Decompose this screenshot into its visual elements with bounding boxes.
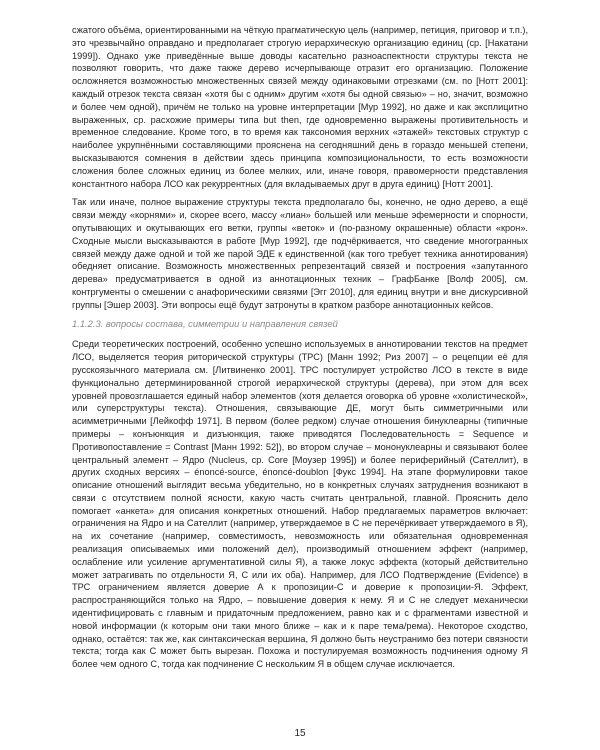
section-heading: 1.1.2.3. вопросы состава, симметрии и направления связей (72, 317, 338, 329)
paragraph-2: Так или иначе, полное выражение структуры текста предполагало бы, конечно, не одно дерево, а ещё связи между «корнями» и, скорее всего, массу «лиан» большей или меньше эфемерности и спорности, опутывающих и окутывающих его ветки, группы «веток» и (по-разному окрашенные) области «крон». Сходные мысли высказываются в работе [Мур 1992], где подчёркивается, что сведение многогранных связей между даже одной и той же парой ЭДЕ к единственной (как того требует техника аннотирования) обедняет описание. Возможность множественных репрезентаций связей и построения «запутанного дерева» предусматривается в одной из аннотационных техник – ГрафБанке [Волф 2005], см. контргументы о смешении с анафорическими связями [Эгг 2010], для единиц внутри и вне дискурсивной группы [Эшер 2003]. Эти вопросы ещё будут затронуты в кратком разборе аннотационных кейсов. (72, 197, 528, 310)
page-body (72, 24, 528, 677)
page-number: 15 (294, 728, 306, 739)
paragraph-1: сжатого объёма, ориентированными на чёткую прагматическую цель (например, петиция, приговор и т.п.), это чрезвычайно оправдано и предполагает строгую иерархическую организацию единиц (ср. [Накатани 1999]). Однако уже приведённые выше доводы касательно разноаспектности структуры текста не позволяют говорить, что даже также дерево исчерпывающе отразит его организацию. Положение осложняется возможностью множественных связей между одинаковыми отрезками (см. по [Нотт 2001]: каждый отрезок текста связан «хотя бы с одним» другим «хотя бы одной связью» – но, значит, возможно и более чем одной), причём не только на уровне интерпретации [Мур 1992], но даже и как эксплицитно выраженных, ср. расхожие примеры типа but then, где одновременно выражены противительность и временное следование. Кроме того, в то время как таксономия верхних «этажей» текстовых структур с наиболее укрупнёнными составляющими прояснена на сегодняшний день в гораздо меньшей степени, высказываются сомнения в действии здесь принципа композициональности, то есть возможности сложения более сложных единиц из более мелких, или, иначе говоря, правомерности представления константного набора ЛСО как рекуррентных (для вкладываемых друг в друга единиц) [Нотт 2001]. (72, 25, 528, 189)
paragraph-3: Среди теоретических построений, особенно успешно используемых в аннотировании текстов на предмет ЛСО, выделяется теория риторической структуры (ТРС) [Манн 1992; Риз 2007] – о рецепции её для русскоязычного материала см. [Литвиненко 2001]. ТРС постулирует устройство ЛСО в тексте в виде функционально детерминированной строгой иерархической структуры (дерева), при этом для всех уровней провозглашается единый набор элементов (хотя делается оговорка об уровне «холистической», или суперструктуры текста). Отношения, связывающие ДЕ, могут быть симметричными или асимметричными [Лейкофф 1971]. В первом (более редком) случае отношения бинуклеарны (типичные примеры – конъюнкция и дизъюнкция, также приводятся Последовательность = Sequence и Противопоставление = Contrast [Манн 1992: 52]), во втором случае – мононуклеарны и связывают более центральный элемент – Ядро (Nucleus, ср. Core [Моузер 1995]) и более периферийный (Сателлит), в других сходных версиях – énoncé-source, énoncé-doublon [Фукс 1994]. На этапе формулировки такое описание отношений выглядит весьма убедительно, но в конкретных случаях затруднения возникают в связи с отсутствием полной ясности, какую часть считать центральной, главной. Прояснить дело помогает «анкета» для описания конкретных отношений. Набор предлагаемых параметров включает: ограничения на Ядро и на Сателлит (например, утверждаемое в С не перечёркивает утверждаемого в Я), на их сочетание (например, совместимость, невозможность или обязательная одновременная реализация описываемых ими положений дел), производимый отношением эффект (например, ослабление или усиление аргументативной силы Я), а также локус эффекта (который действительно может затрагивать по отдельности Я, С или их оба). Например, для ЛСО Подтверждение (Evidence) в ТРС ограничением является доверие А к пропозиции-С и доверие к пропозиции-Я. Эффект, распространяющийся только на Ядро, – повышение доверия к нему. Я и С не следует механически идентифицировать с главным и придаточным предложением, равно как и с фрагментами известной и новой информации (к которым они таки много ближе – как и к паре тема/рема). Некоторое сходство, однако, остаётся: так же, как синтаксическая вершина, Я должно быть неустранимо без потери связности текста; тогда как С может быть вырезан. Похожа и постулируемая возможность подчинения одному Я более чем одного С, тогда как подчинение С нескольким Я в общем случае исключается. (72, 339, 528, 670)
